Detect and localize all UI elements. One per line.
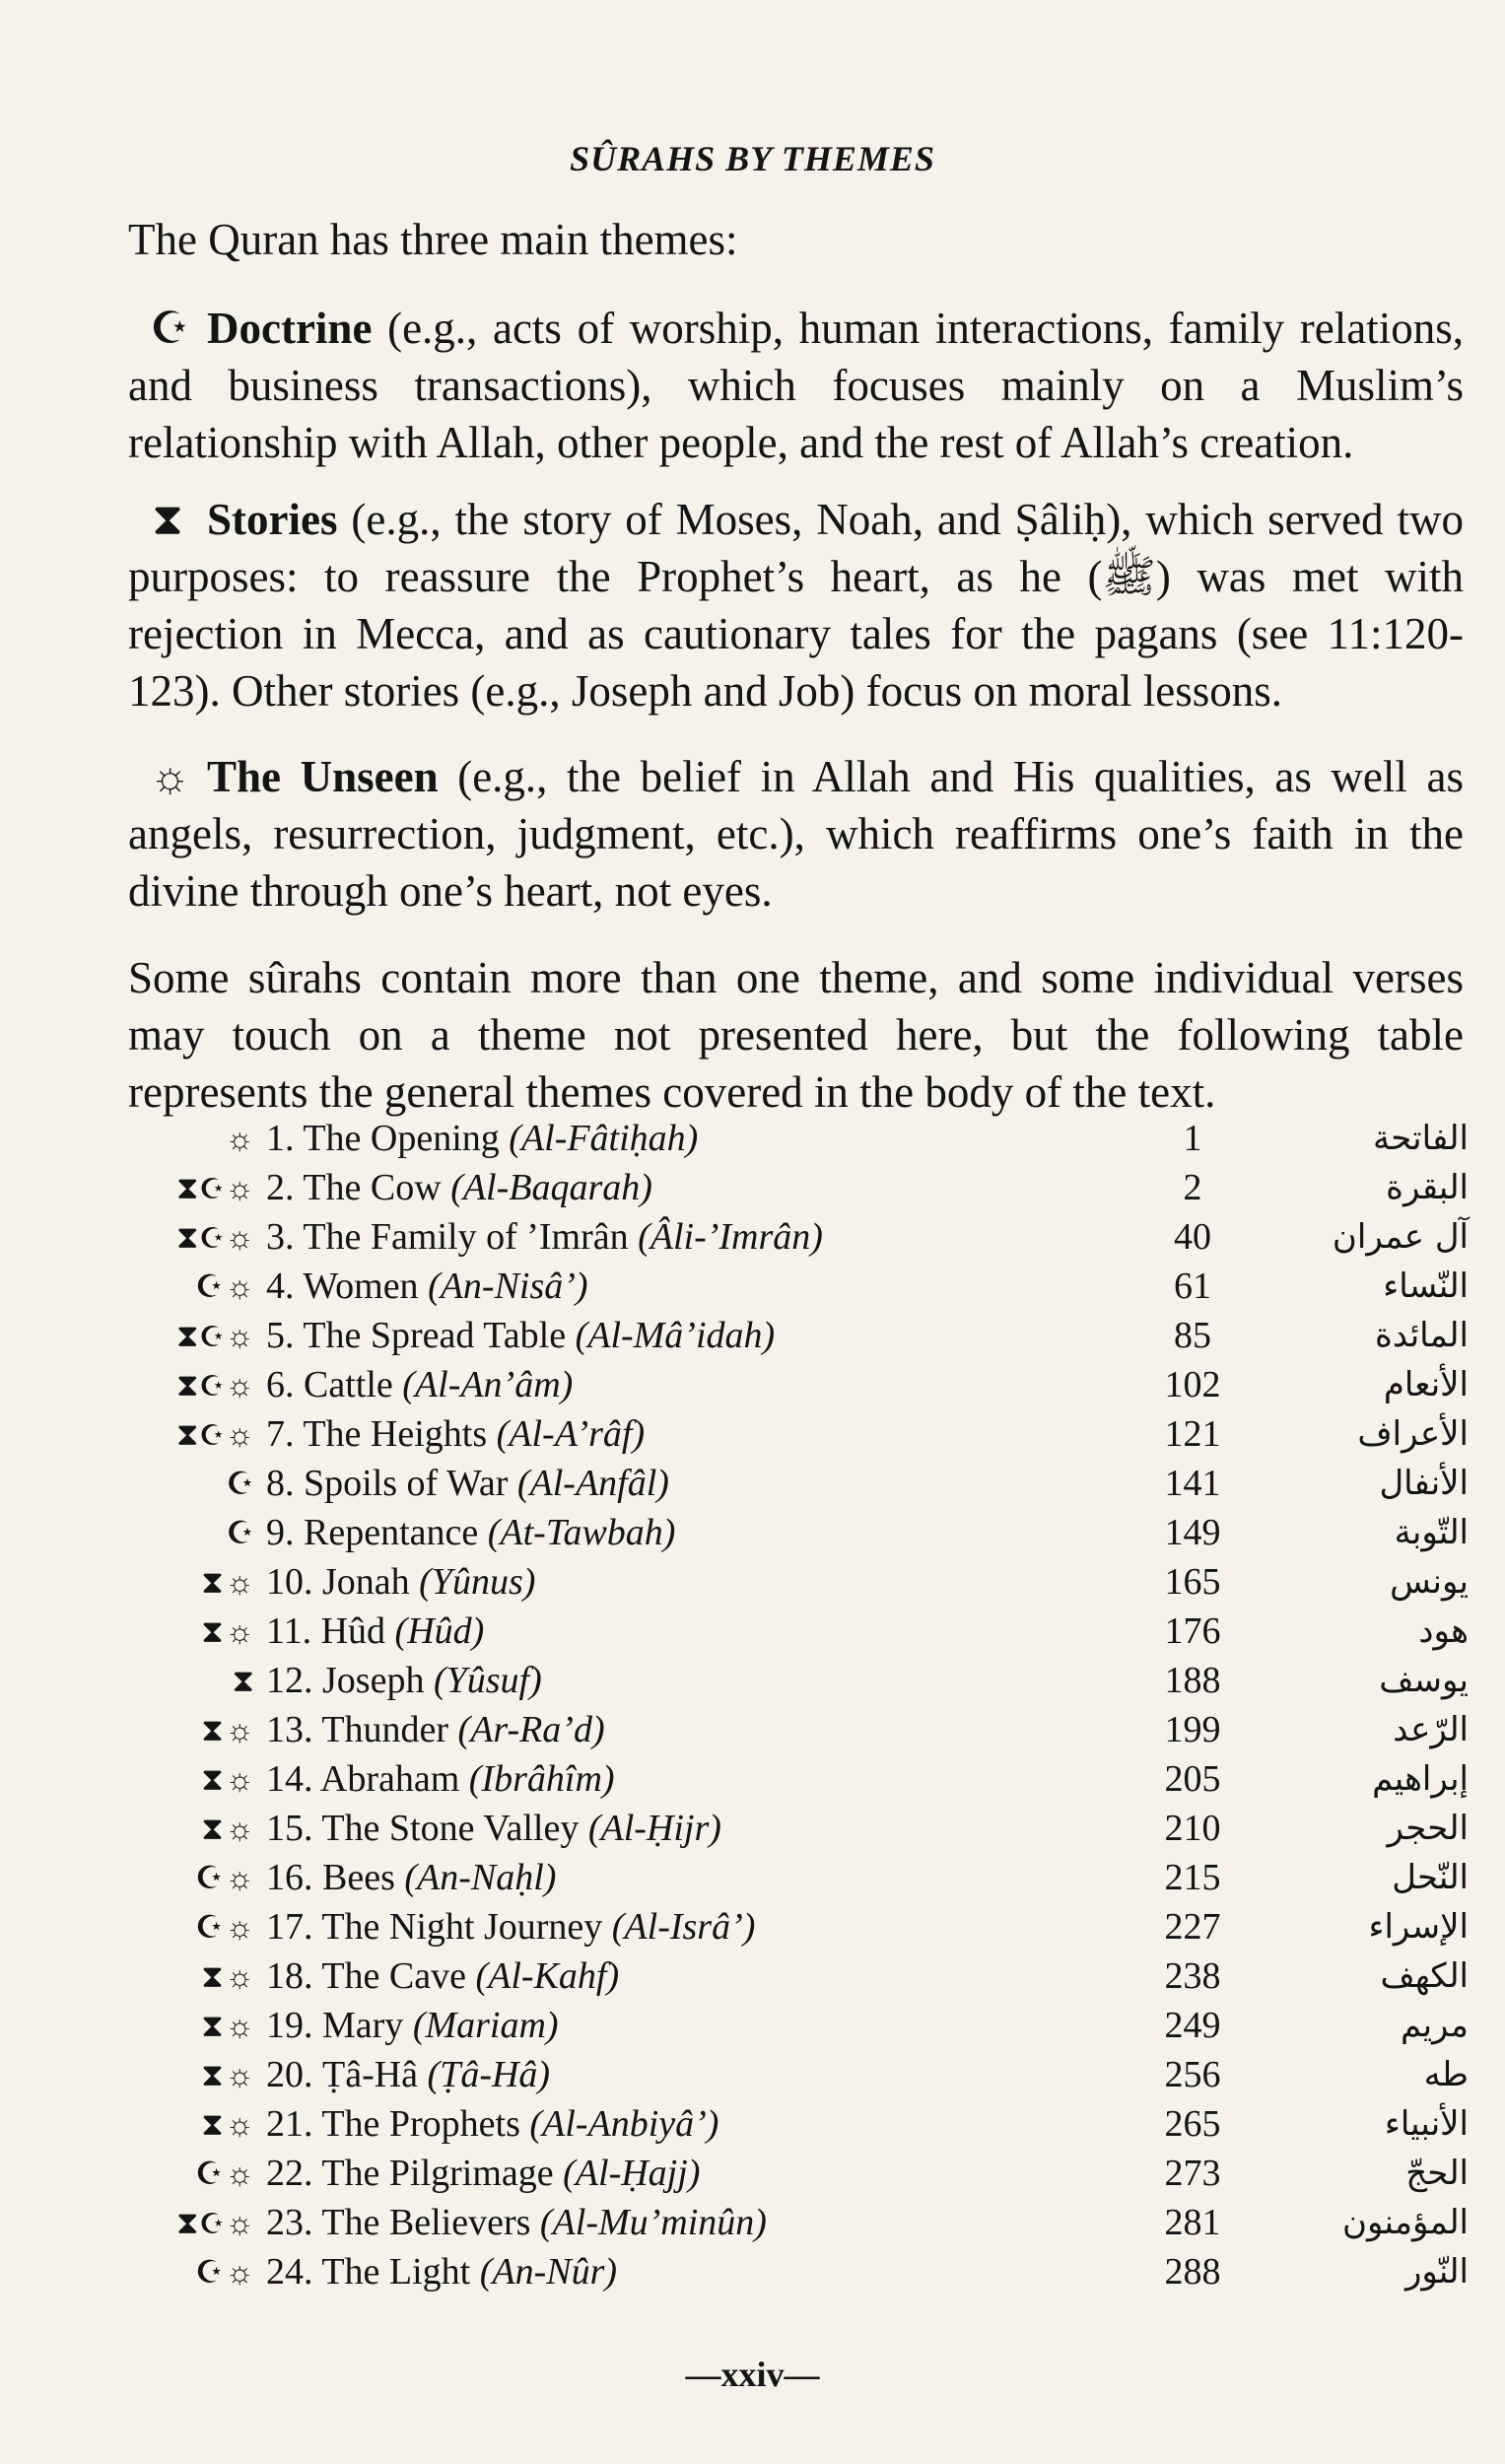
surah-transliteration: (An-Nisâ’): [428, 1266, 588, 1307]
table-row: [118, 1853, 1469, 1902]
surah-title: [266, 2198, 767, 2247]
surah-transliteration: (Al-Ḥajj): [563, 2153, 701, 2194]
surah-arabic-name: يوسف: [1379, 1661, 1469, 1700]
surah-name: 9. Repentance: [266, 1512, 479, 1553]
table-row: [118, 1163, 1469, 1212]
surah-transliteration: (Yûsuf): [433, 1660, 542, 1701]
surah-arabic-name: الرّعد: [1393, 1710, 1469, 1749]
surah-name: 14. Abraham: [266, 1758, 460, 1800]
surah-page-number: 165: [1164, 1561, 1221, 1603]
theme-name: Stories: [207, 495, 338, 544]
table-row: [118, 1902, 1469, 1951]
surah-name: 21. The Prophets: [266, 2103, 520, 2145]
surah-name: 13. Thunder: [266, 1709, 449, 1750]
theme-description: (e.g., acts of worship, human interactions, family relations, and business transactions), which focuses mainly on a Muslim’s relationship with Allah, other people, and the rest of Allah’s creation.: [128, 304, 1464, 467]
surah-name: 24. The Light: [266, 2251, 471, 2293]
theme-icons: ⧗☪☼: [176, 1367, 256, 1403]
surah-title: [266, 1163, 652, 1212]
intro-text: The Quran has three main themes:: [128, 215, 738, 264]
surah-arabic-name: الأعراف: [1357, 1414, 1469, 1454]
surah-page-number: 199: [1164, 1709, 1221, 1750]
surah-page-number: 1: [1183, 1118, 1202, 1159]
surah-arabic-name: المائدة: [1375, 1316, 1469, 1355]
table-row: [118, 1409, 1469, 1459]
surah-arabic-name: هود: [1418, 1611, 1469, 1651]
surah-page-number: 256: [1164, 2054, 1221, 2095]
surah-title: [266, 2149, 700, 2198]
surah-name: 3. The Family of ’Imrân: [266, 1216, 629, 1258]
surah-name: 17. The Night Journey: [266, 1906, 603, 1948]
table-row: [118, 1508, 1469, 1557]
surah-title: [266, 1557, 535, 1607]
table-row: [118, 1262, 1469, 1311]
surah-transliteration: (Al-Isrâ’): [611, 1906, 756, 1948]
surah-title: [266, 1508, 675, 1557]
table-row: [118, 2001, 1469, 2050]
surah-title: [266, 1804, 721, 1853]
surah-arabic-name: النّور: [1404, 2252, 1469, 2292]
table-row: [118, 1705, 1469, 1754]
surah-arabic-name: الحجّ: [1405, 2154, 1469, 2193]
theme-icons: ☪: [226, 1515, 256, 1550]
page-number: —xxiv—: [685, 2355, 820, 2394]
theme-description: (e.g., the belief in Allah and His qualities, as well as angels, resurrection, judgment, etc.), which reaffirms one’s faith in the divine through one’s heart, not eyes.: [128, 752, 1464, 916]
surah-title: [266, 1656, 542, 1705]
surah-transliteration: (Al-Mâ’idah): [575, 1315, 776, 1356]
surah-arabic-name: النّساء: [1383, 1266, 1469, 1306]
table-row: [118, 1459, 1469, 1508]
surah-table: [118, 1114, 1469, 2296]
surah-transliteration: (Al-Baqarah): [450, 1167, 652, 1208]
surah-transliteration: (Ṭâ-Hâ): [427, 2054, 551, 2095]
theme-name: The Unseen: [207, 752, 439, 801]
surah-arabic-name: إبراهيم: [1372, 1759, 1469, 1799]
hourglass-icon: ⧗: [152, 495, 183, 544]
surah-title: [266, 1951, 619, 2001]
surah-page-number: 238: [1164, 1955, 1221, 1997]
sun-icon: ☼: [150, 752, 191, 801]
table-row: [118, 2198, 1469, 2247]
theme-icons: ⧗☼: [201, 2008, 256, 2043]
surah-page-number: 210: [1164, 1808, 1221, 1849]
surah-transliteration: (Ar-Ra’d): [457, 1709, 605, 1750]
surah-title: [266, 1114, 698, 1163]
table-row: [118, 2099, 1469, 2149]
surah-transliteration: (Al-Anbiyâ’): [529, 2103, 719, 2145]
surah-page-number: 61: [1174, 1266, 1211, 1307]
theme-icons: ⧗☪☼: [176, 2205, 256, 2240]
table-row: [118, 2247, 1469, 2296]
theme-description: (e.g., the story of Moses, Noah, and Ṣâliḥ), which served two purposes: to reassure the Prophet’s heart, as he (ﷺ) was met with rejection in Mecca, and as cautionary tales for the pagans (see 11:120-123). Other stories (e.g., Joseph and Job) focus on moral lessons.: [128, 495, 1465, 716]
table-row: [118, 1754, 1469, 1804]
theme-icons: ⧗: [232, 1663, 256, 1698]
surah-page-number: 40: [1174, 1216, 1211, 1258]
surah-name: 2. The Cow: [266, 1167, 442, 1208]
theme-icons: ☼: [225, 1121, 256, 1156]
surah-name: 4. Women: [266, 1266, 419, 1307]
surah-arabic-name: الأنعام: [1383, 1365, 1469, 1404]
surah-title: [266, 1360, 573, 1409]
surah-transliteration: (Al-Fâtiḥah): [509, 1118, 699, 1159]
theme-doctrine: [128, 300, 1464, 471]
surah-title: [266, 2001, 559, 2050]
surah-transliteration: (Al-Kahf): [475, 1955, 620, 1997]
table-row: [118, 1114, 1469, 1163]
crescent-icon: ☪: [150, 304, 190, 353]
surah-page-number: 141: [1164, 1463, 1221, 1504]
surah-page-number: 249: [1164, 2005, 1221, 2046]
surah-page-number: 288: [1164, 2251, 1221, 2293]
surah-arabic-name: النّحل: [1392, 1858, 1469, 1897]
surah-title: [266, 2050, 550, 2099]
surah-title: [266, 1409, 645, 1459]
theme-name: Doctrine: [207, 304, 373, 353]
surah-name: 8. Spoils of War: [266, 1463, 509, 1504]
theme-icons: ⧗☪☼: [176, 1219, 256, 1255]
theme-icons: ⧗☼: [201, 1712, 256, 1747]
surah-arabic-name: المؤمنون: [1341, 2203, 1469, 2242]
theme-icons: ⧗☼: [201, 1761, 256, 1797]
surah-arabic-name: الأنفال: [1379, 1464, 1469, 1503]
surah-arabic-name: الأنبياء: [1384, 2104, 1469, 2144]
surah-name: 11. Hûd: [266, 1610, 386, 1652]
surah-title: [266, 1705, 605, 1754]
theme-icons: ⧗☼: [201, 1564, 256, 1600]
theme-icons: ☪☼: [194, 1909, 256, 1945]
surah-page-number: 2: [1183, 1167, 1202, 1208]
surah-page-number: 265: [1164, 2103, 1221, 2145]
table-row: [118, 1311, 1469, 1360]
surah-name: 15. The Stone Valley: [266, 1808, 580, 1849]
table-row: [118, 1607, 1469, 1656]
table-row: [118, 1656, 1469, 1705]
surah-name: 5. The Spread Table: [266, 1315, 567, 1356]
surah-name: 10. Jonah: [266, 1561, 410, 1603]
table-row: [118, 2050, 1469, 2099]
surah-title: [266, 2247, 617, 2296]
surah-name: 19. Mary: [266, 2005, 404, 2046]
surah-page-number: 149: [1164, 1512, 1221, 1553]
theme-icons: ⧗☼: [201, 2057, 256, 2092]
theme-icons: ⧗☪☼: [176, 1318, 256, 1353]
surah-transliteration: (Âli-’Imrân): [638, 1216, 823, 1258]
surah-title: [266, 1754, 615, 1804]
table-row: [118, 1360, 1469, 1409]
surah-arabic-name: الحجر: [1387, 1809, 1469, 1848]
surah-transliteration: (Al-Ḥijr): [587, 1808, 721, 1849]
theme-icons: ⧗☼: [201, 2106, 256, 2142]
surah-arabic-name: يونس: [1390, 1562, 1469, 1602]
surah-transliteration: (Al-Mu’minûn): [539, 2202, 767, 2243]
theme-icons: ☪☼: [194, 1268, 256, 1304]
theme-unseen: [128, 748, 1464, 920]
surah-arabic-name: الفاتحة: [1372, 1119, 1469, 1158]
surah-name: 23. The Believers: [266, 2202, 531, 2243]
surah-arabic-name: البقرة: [1386, 1168, 1469, 1207]
surah-name: 6. Cattle: [266, 1364, 393, 1405]
surah-name: 1. The Opening: [266, 1118, 500, 1159]
surah-transliteration: (Al-A’râf): [496, 1413, 646, 1455]
surah-transliteration: (An-Nûr): [479, 2251, 618, 2293]
surah-page-number: 273: [1164, 2153, 1221, 2194]
surah-title: [266, 1853, 556, 1902]
surah-arabic-name: طه: [1423, 2055, 1469, 2094]
table-row: [118, 2149, 1469, 2198]
surah-arabic-name: الكهف: [1380, 1956, 1469, 1996]
surah-transliteration: (Yûnus): [419, 1561, 536, 1603]
surah-page-number: 188: [1164, 1660, 1221, 1701]
surah-title: [266, 1607, 484, 1656]
theme-icons: ⧗☪☼: [176, 1170, 256, 1205]
theme-icons: ⧗☼: [201, 1613, 256, 1649]
surah-transliteration: (Mariam): [412, 2005, 559, 2046]
table-row: [118, 1557, 1469, 1607]
surah-name: 18. The Cave: [266, 1955, 466, 1997]
surah-page-number: 102: [1164, 1364, 1221, 1405]
surah-name: 20. Ṭâ-Hâ: [266, 2054, 419, 2095]
surah-name: 16. Bees: [266, 1857, 395, 1898]
surah-title: [266, 1212, 823, 1262]
surah-title: [266, 1262, 588, 1311]
surah-transliteration: (Al-Anfâl): [516, 1463, 669, 1504]
surah-page-number: 176: [1164, 1610, 1221, 1652]
surah-name: 22. The Pilgrimage: [266, 2153, 554, 2194]
theme-icons: ☪☼: [194, 2254, 256, 2290]
theme-icons: ⧗☪☼: [176, 1416, 256, 1452]
theme-icons: ☪☼: [194, 1860, 256, 1895]
surah-title: [266, 1902, 755, 1951]
theme-icons: ⧗☼: [201, 1811, 256, 1846]
surah-title: [266, 2099, 718, 2149]
surah-title: [266, 1459, 669, 1508]
theme-icons: ⧗☼: [201, 1958, 256, 1994]
surah-title: [266, 1311, 775, 1360]
page-title: SÛRAHS BY THEMES: [570, 139, 935, 178]
surah-page-number: 227: [1164, 1906, 1221, 1948]
surah-arabic-name: التّوبة: [1394, 1513, 1469, 1552]
surah-transliteration: (At-Tawbah): [487, 1512, 676, 1553]
surah-transliteration: (Ibrâhîm): [468, 1758, 615, 1800]
theme-stories: [128, 491, 1464, 719]
closing-paragraph: Some sûrahs contain more than one theme, and some individual verses may touch on a theme not presented here, but the following table represents the general themes covered in the body of the text.: [128, 953, 1464, 1117]
surah-page-number: 121: [1164, 1413, 1221, 1455]
theme-icons: ☪☼: [194, 2156, 256, 2191]
table-row: [118, 1212, 1469, 1262]
surah-arabic-name: الإسراء: [1368, 1907, 1469, 1947]
surah-page-number: 205: [1164, 1758, 1221, 1800]
surah-page-number: 85: [1174, 1315, 1211, 1356]
surah-transliteration: (Al-An’âm): [402, 1364, 574, 1405]
surah-name: 12. Joseph: [266, 1660, 425, 1701]
surah-name: 7. The Heights: [266, 1413, 488, 1455]
surah-transliteration: (Hûd): [394, 1610, 485, 1652]
table-row: [118, 1951, 1469, 2001]
surah-transliteration: (An-Naḥl): [404, 1857, 557, 1898]
table-row: [118, 1804, 1469, 1853]
surah-arabic-name: مريم: [1400, 2006, 1469, 2045]
theme-icons: ☪: [226, 1466, 256, 1501]
surah-page-number: 215: [1164, 1857, 1221, 1898]
surah-arabic-name: آل عمران: [1332, 1217, 1469, 1257]
surah-page-number: 281: [1164, 2202, 1221, 2243]
